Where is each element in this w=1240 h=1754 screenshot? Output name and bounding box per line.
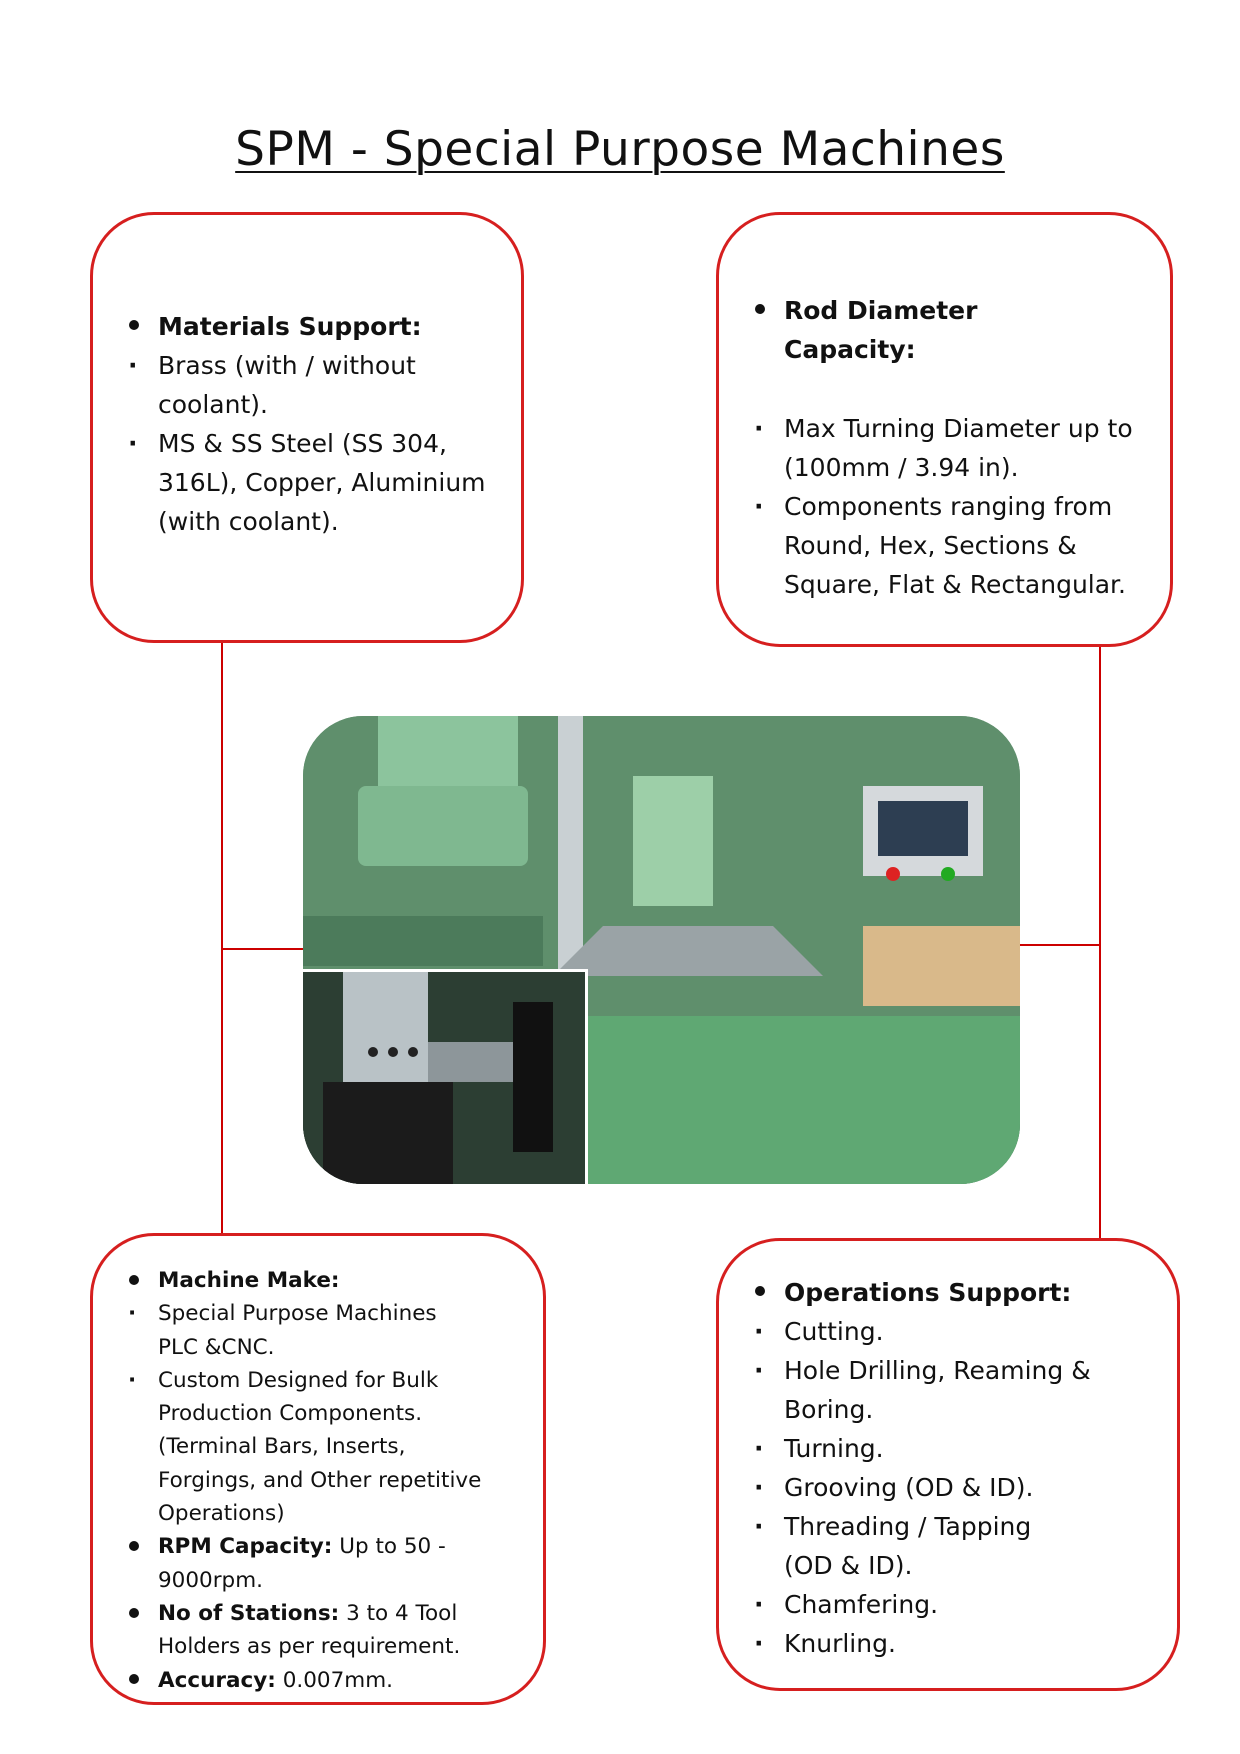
list-item: · Max Turning Diameter up to (100mm / 3.94 in).	[719, 409, 1139, 487]
stations-label: No of Stations:	[158, 1600, 340, 1626]
page-title: SPM - Special Purpose Machines	[235, 122, 1005, 177]
tooling-closeup-inset	[303, 969, 588, 1184]
materials-support-heading: Materials Support:	[93, 307, 423, 346]
list-item: · Special Purpose Machines PLC &CNC.	[93, 1297, 478, 1364]
connector-left-horizontal	[221, 948, 303, 950]
stations-value: 3 to 4 Tool Holders as per requirement.	[158, 1600, 461, 1660]
rod-diameter-heading: Rod Diameter Capacity:	[719, 291, 1109, 369]
operations-support-heading: Operations Support:	[719, 1273, 1099, 1312]
rod-diameter-box	[716, 212, 1173, 647]
list-item: · Hole Drilling, Reaming & Boring.	[719, 1351, 1094, 1429]
machine-make-heading: Machine Make:	[93, 1264, 493, 1297]
rpm-capacity-label: RPM Capacity:	[158, 1534, 333, 1560]
list-item: · Chamfering.	[719, 1585, 1099, 1624]
tooling-closeup-illustration	[303, 972, 585, 1184]
accuracy-item	[93, 1664, 493, 1697]
stations-item	[93, 1597, 468, 1664]
list-item: · Knurling.	[719, 1624, 1099, 1663]
list-item: · MS & SS Steel (SS 304, 316L), Copper, Aluminium (with coolant).	[93, 424, 498, 541]
operations-support-box	[716, 1238, 1180, 1691]
list-item: · Cutting.	[719, 1312, 1099, 1351]
accuracy-label: Accuracy:	[158, 1667, 276, 1693]
rpm-capacity-item	[93, 1530, 468, 1597]
connector-left-vertical	[221, 643, 223, 1233]
list-item: · Threading / Tapping (OD & ID).	[719, 1507, 1044, 1585]
list-item: · Brass (with / without coolant).	[93, 346, 423, 424]
machine-make-box	[90, 1233, 546, 1705]
list-item: · Custom Designed for Bulk Production Components. (Terminal Bars, Inserts, Forgings, and Other repetitive Operations)	[93, 1364, 508, 1530]
list-item: · Turning.	[719, 1429, 1099, 1468]
list-item: · Components ranging from Round, Hex, Sections & Square, Flat & Rectangular.	[719, 487, 1139, 604]
spacer	[719, 369, 1109, 409]
accuracy-value: 0.007mm.	[275, 1667, 394, 1693]
connector-right-vertical	[1099, 647, 1101, 1238]
rpm-capacity-value: Up to 50 - 9000rpm.	[158, 1534, 446, 1593]
materials-support-box	[90, 212, 524, 643]
connector-right-horizontal	[1020, 944, 1100, 946]
machine-photo	[303, 716, 1020, 1184]
list-item: · Grooving (OD & ID).	[719, 1468, 1099, 1507]
